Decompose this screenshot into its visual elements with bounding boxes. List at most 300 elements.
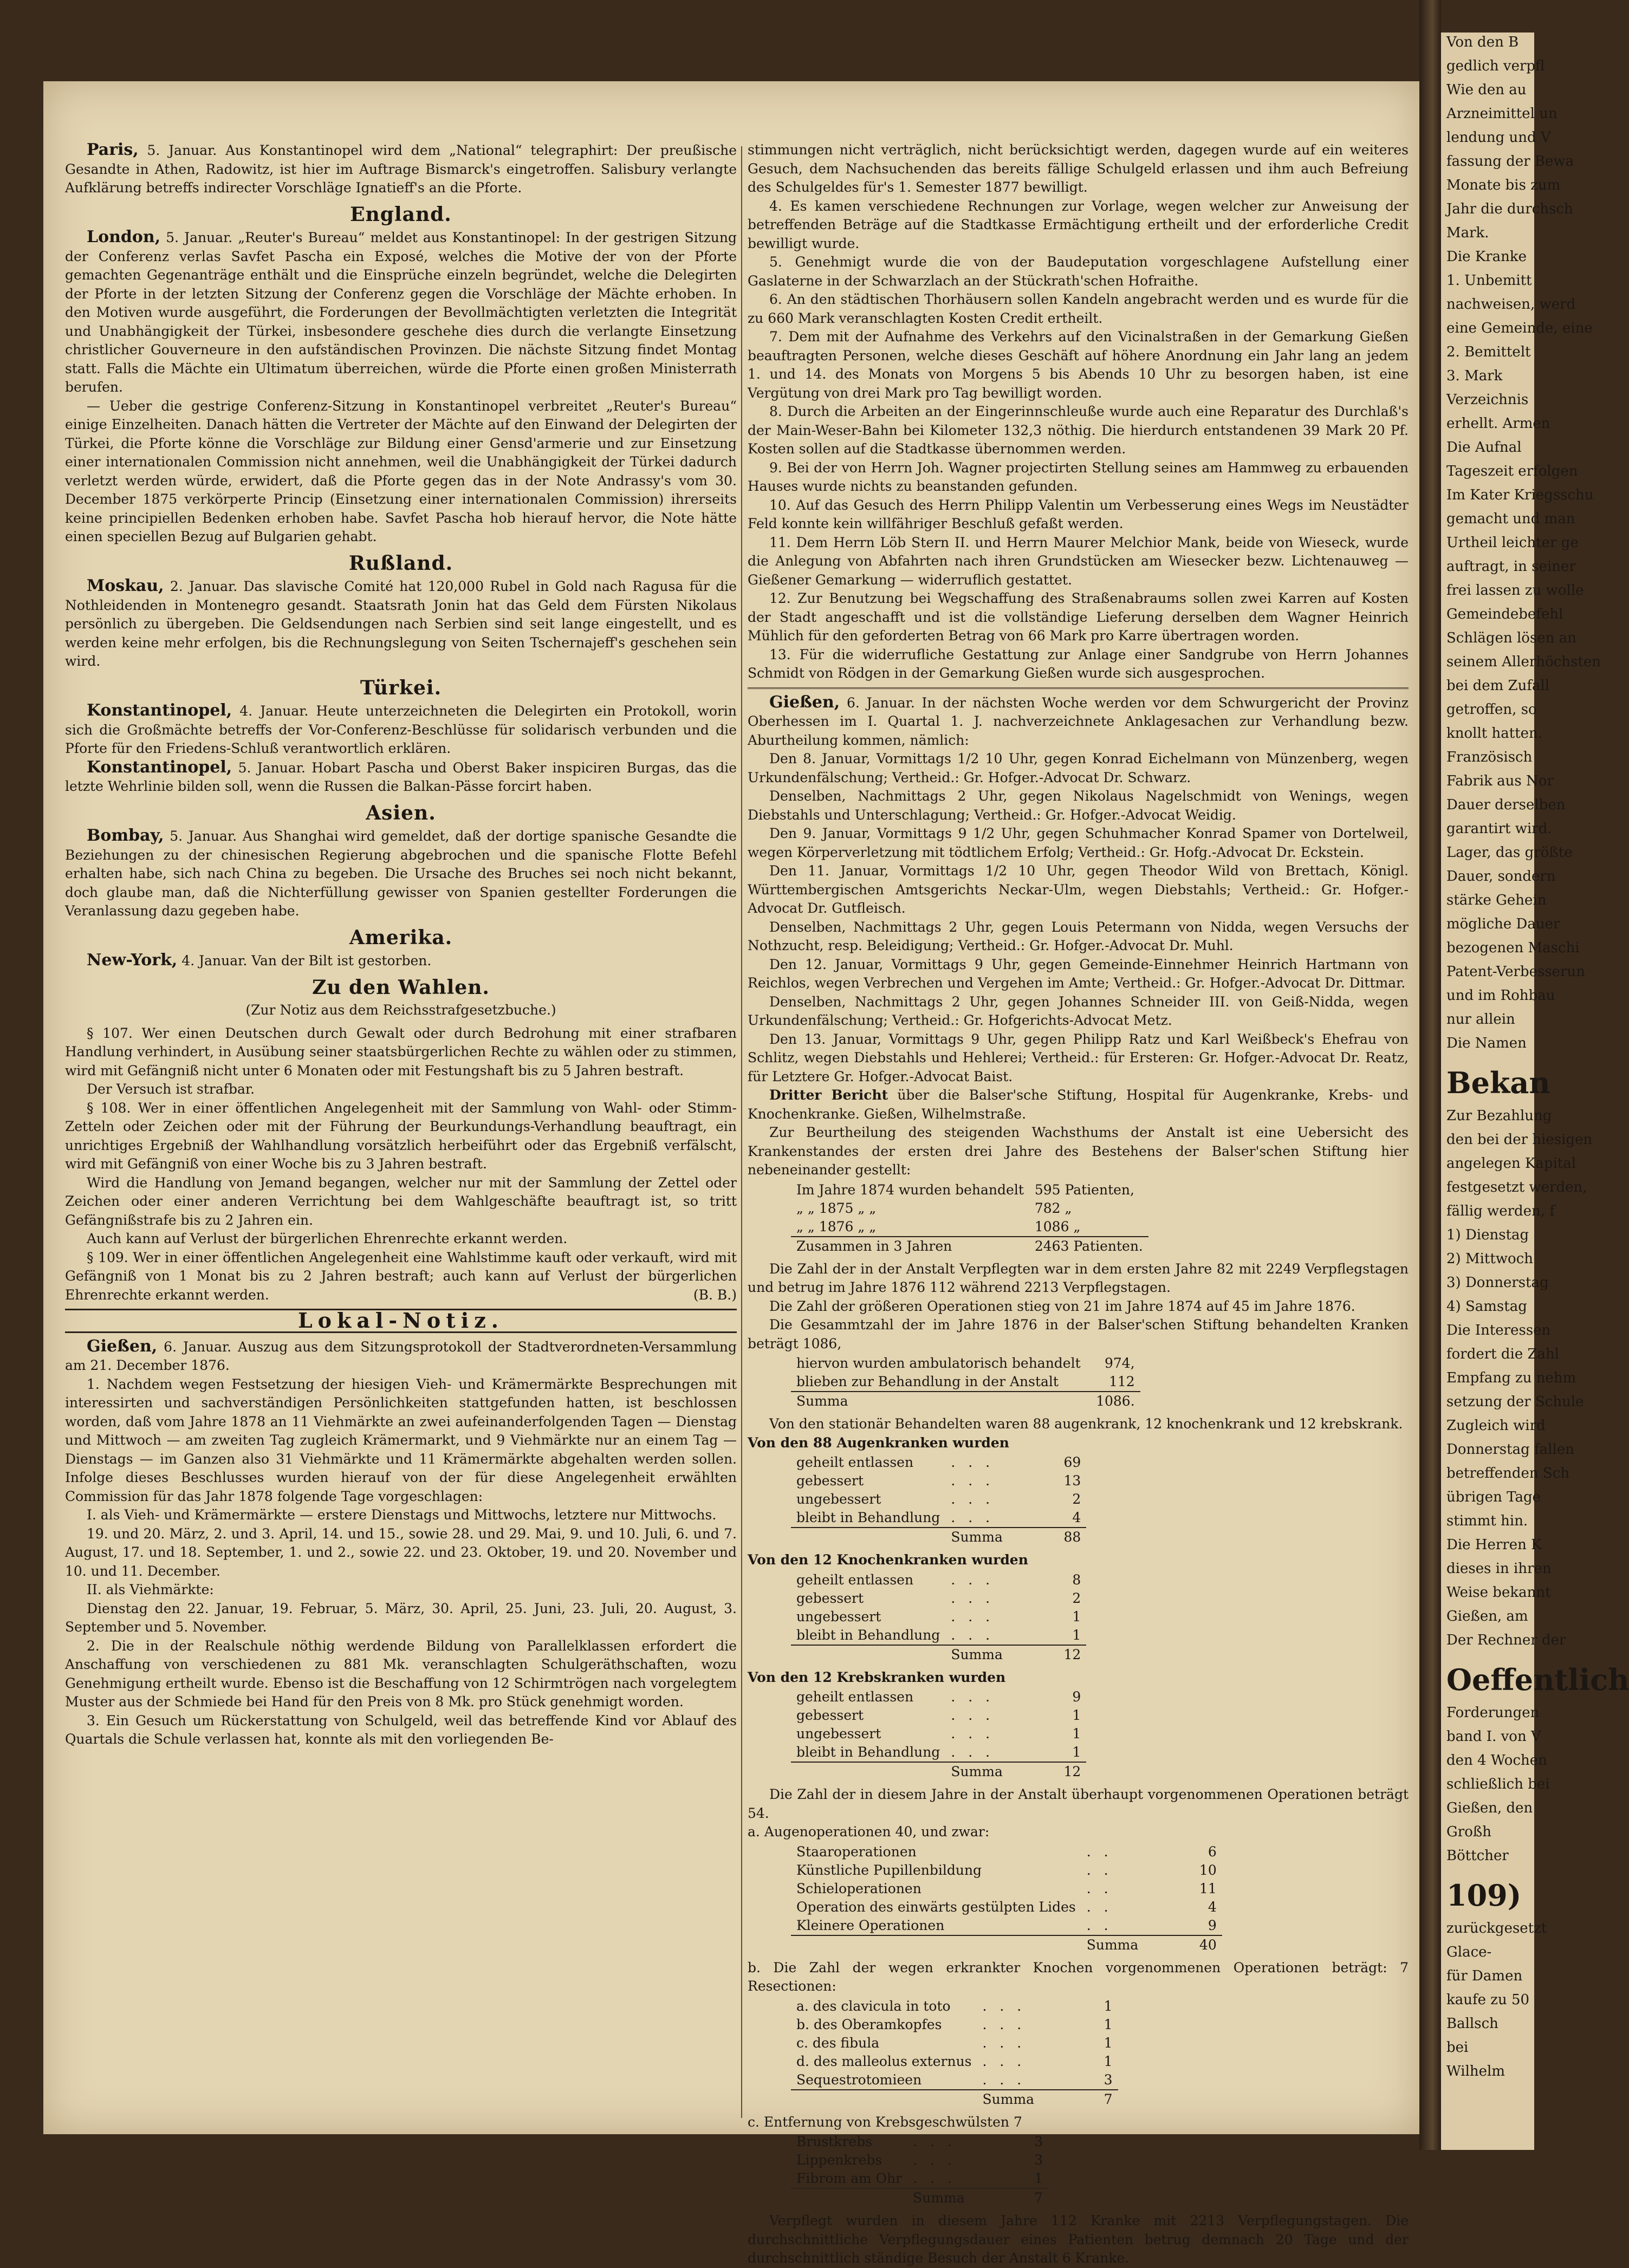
adjacent-page-line: 2) Mittwoch (1446, 1251, 1533, 1267)
lokal-item-1a: I. als Vieh- und Krämermärkte — erstere Dienstags und Mittwochs, letztere nur Mittwochs. (87, 1507, 717, 1523)
ops-row: Staaroperationen . . 6 (791, 1843, 1222, 1861)
ops-sum-row (791, 1935, 1222, 1954)
adjacent-page-line: dieses in ihren (1446, 1561, 1552, 1577)
lokal-heading: Lokal-Notiz. (65, 1309, 737, 1333)
ops-a-title: a. Augenoperationen 40, und zwar: (748, 1824, 990, 1840)
adjacent-page-line: den bei der hiesigen (1446, 1132, 1593, 1148)
adjacent-page-line: Arzneimittel un (1446, 106, 1557, 122)
years-label: „ „ 1876 „ „ (796, 1218, 877, 1234)
adjacent-page-line: nur allein (1446, 1011, 1515, 1028)
stationary-row (791, 1373, 1140, 1392)
wahlen-paragraph-109 (65, 1249, 737, 1305)
adjacent-page-line: frei lassen zu wolle (1446, 582, 1584, 599)
group-value: 1 (1072, 1726, 1081, 1741)
adjacent-page-line: Mark. (1446, 225, 1489, 241)
group-row: geheilt entlassen . . . 8 (791, 1571, 1086, 1589)
adjacent-oeff-lines (1441, 1703, 1550, 1866)
adjacent-page-line: knollt hatten. (1446, 725, 1543, 742)
lokal-intro (65, 1337, 737, 1375)
group-sum-row (791, 1645, 1086, 1664)
group-label: gebessert (796, 1473, 864, 1489)
wahlen-heading: Zu den Wahlen. (312, 976, 490, 999)
asien-text: 5. Januar. Aus Shanghai wird gemeldet, daß der dortige spanische Gesandte die Beziehungen zu der chinesischen Regierung abgebrochen und die spanische Flotte Befehl erhalten habe, sich nach China zu begeben. Die Ursache des Bruches sei noch nicht bekannt, doch glaube man, daß die Nichterfüllung gewisser von Spanien gestellter Forderungen die Veranlassung dazu gegeben habe. (65, 828, 737, 919)
court-case: Den 11. Januar, Vormittags 1/2 10 Uhr, gegen Theodor Wild von Brettach, Königl. Württembergischen Amtsgerichts Neckar-Ulm, wegen Diebstahls; Vertheid.: Gr. Hofger.-Advocat Dr. Gutfleisch. (748, 863, 1409, 916)
paris-article (65, 141, 737, 198)
adjacent-page-line: auftragt, in seiner (1446, 558, 1576, 575)
group-value: 2 (1072, 1590, 1081, 1606)
stationary-value: 112 (1108, 1374, 1135, 1389)
ops-label: Kleinere Operationen (796, 1917, 945, 1933)
lokal-item-11: 11. Dem Herrn Löb Stern II. und Herrn Maurer Melchior Mank, beide von Wieseck, wurde die Anlegung von Abfahrten nach ihren Grundstücken am Wiesecker bezw. Lichtenauweg — Gießener Gemarkung — widerruflich gestattet. (748, 534, 1409, 588)
lokal-item-7: 7. Dem mit der Aufnahme des Verkehrs auf den Vicinalstraßen in der Gemarkung Gießen beauftragten Personen, welche dieses Geschäft auf höhere Anordnung ein Jahr lang an jedem 1. und 14. des Monats von Morgens 5 bis Abends 10 Uhr zu besorgen haben, ist eine Vergütung von drei Mark pro Tag bewilligt worden. (748, 329, 1409, 401)
adjacent-page-line: Gießen, den (1446, 1800, 1533, 1816)
tuerkei-text-1: 4. Januar. Heute unterzeichneten die Delegirten ein Protokoll, worin sich die Großmächte betreffs der Vor-Conferenz-Beschlüsse für solidarisch verbunden und die Pforte für den Friedens-Schluß verantwortlich erklären. (65, 703, 737, 756)
group-cancer-table (791, 1688, 1086, 1781)
lokal-item-6: 6. An den städtischen Thorhäusern sollen Kandeln angebracht werden und es wurde für die zu 660 Mark veranschlagten Kosten Credit ertheilt. (748, 291, 1409, 326)
adjacent-page-line: bezogenen Maschi (1446, 940, 1580, 956)
group-label: bleibt in Behandlung (796, 1627, 940, 1643)
report-paragraph-3: Die Zahl der größeren Operationen stieg von 21 im Jahre 1874 auf 45 im Jahre 1876. (769, 1298, 1355, 1314)
wahlen-paragraph-108c: Auch kann auf Verlust der bürgerlichen Ehrenrechte erkannt werden. (87, 1231, 568, 1246)
england-article-2: — Ueber die gestrige Conferenz-Sitzung in Konstantinopel verbreitet „Reuter's Bureau“ einige Einzelheiten. Danach hätten die Vertreter der Mächte auf den Einwand der Delegirten der Türkei, die Pforte könne die Vorschläge zur Bildung einer Gensd'armerie und zur Einsetzung einer internationalen Commission nicht annehmen, weil die Unabhängigkeit der Türkei dadurch verletzt werden würde, erwidert, daß die Pforte gegen das in der Note Andrassy's vom 30. December 1875 verkörperte Princip (Einsetzung einer internationalen Commission) ihrerseits keine principiellen Bedenken erhoben habe. Savfet Pascha hob hierauf hervor, die Note hätte einen speciellen Bezug auf Bulgarien gehabt. (65, 398, 737, 544)
ops-sum-value: 7 (994, 2188, 1048, 2207)
adjacent-page-line: Weise bekannt (1446, 1584, 1551, 1601)
group-row: bleibt in Behandlung . . . 1 (791, 1626, 1086, 1645)
adjacent-page-line: Der Rechner der (1446, 1632, 1566, 1648)
giessen-dateline-2: Gießen, (769, 692, 840, 712)
group-value: 8 (1072, 1571, 1081, 1588)
adjacent-page-line: Wie den au (1446, 82, 1527, 98)
group-value: 1 (1072, 1707, 1081, 1723)
group-eye-table (791, 1453, 1086, 1546)
adjacent-page-line: Die Interessen (1446, 1322, 1551, 1338)
group-sum-row (791, 1762, 1086, 1781)
ops-row: c. des fibula . . . 1 (791, 2034, 1118, 2052)
group-value: 9 (1072, 1689, 1081, 1705)
lokal-item-10: 10. Auf das Gesuch des Herrn Philipp Valentin um Verbesserung eines Wegs im Neustädter Feld konnte kein willfähriger Beschluß gefaßt werden. (748, 497, 1409, 531)
wahlen-subheading: (Zur Notiz aus dem Reichsstrafgesetzbuche.) (245, 1002, 556, 1018)
group-sum-label: Summa (945, 1528, 1032, 1546)
adjacent-page-line: setzung der Schule (1446, 1394, 1584, 1410)
adjacent-page-line: 3) Donnerstag (1446, 1275, 1549, 1291)
lokal-item-8: 8. Durch die Arbeiten an der Eingerinnschleuße wurde auch eine Reparatur des Durchlaß's der Main-Weser-Bahn bei Kilometer 132,3 nöthig. Die hierdurch entstandenen 39 Mark 20 Pf. Kosten sollen auf die Stadtkasse übernommen werden. (748, 404, 1409, 457)
tuerkei-heading: Türkei. (360, 676, 442, 699)
england-heading: England. (350, 203, 452, 226)
adjacent-page-line: Schlägen lösen an (1446, 630, 1576, 646)
ambulatory-table (791, 1354, 1140, 1411)
adjacent-page-line: garantirt wird. (1446, 821, 1552, 837)
years-row (791, 1181, 1148, 1199)
adjacent-page-lines (1441, 33, 1601, 1053)
right-column (748, 141, 1409, 2266)
adjacent-page-line: bei dem Zufall (1446, 678, 1550, 694)
asien-article (65, 827, 737, 921)
london-dateline: London, (87, 228, 161, 246)
lokal-item-1: 1. Nachdem wegen Festsetzung der hiesigen Vieh- und Krämermärkte Besprechungen mit interessirten und sachverständigen Persönlichkeiten stattgefunden hatten, ist beschlossen worden, daß vom Jahre 1878 an 11 Viehmärkte an zwei aufeinanderfolgenden Tagen — Dienstag und Mittwoch — am zweiten Tag zugleich Krämermarkt, und 9 Viehmärkte nur an einem Tag — Dienstags — im Ganzen also 31 Viehmärkte und 11 Krämermärkte abgehalten werden sollen. Infolge dieses Beschlusses wurden hierauf von der für diese Angelegenheit erwählten Commission für das Jahr 1878 folgende Tage vorgeschlagen: (65, 1376, 737, 1504)
adjacent-page-line: den 4 Wochen (1446, 1752, 1547, 1769)
moskau-dateline: Moskau, (87, 576, 164, 595)
group-row: gebessert . . . 1 (791, 1706, 1086, 1725)
group-value: 4 (1072, 1510, 1081, 1525)
newyork-dateline: New-York, (87, 951, 178, 970)
group-sum-label: Summa (945, 1762, 1032, 1781)
ops-row: Operation des einwärts gestülpten Lides . . 4 (791, 1898, 1222, 1916)
adjacent-page-line: Empfang zu nehm (1446, 1370, 1576, 1386)
group-row: geheilt entlassen . . . 69 (791, 1453, 1086, 1472)
group-row: gebessert . . . 2 (791, 1589, 1086, 1608)
column-divider (741, 146, 742, 2118)
adjacent-page-line: Die Herren K (1446, 1537, 1542, 1553)
court-intro (748, 693, 1409, 750)
group-value: 2 (1072, 1491, 1081, 1507)
adjacent-page-line: 1) Dienstag (1446, 1227, 1529, 1243)
stationary-label: blieben zur Behandlung in der Anstalt (796, 1374, 1059, 1389)
adjacent-page-line: und im Rohbau (1446, 987, 1555, 1004)
ops-c-title: c. Entfernung von Krebsgeschwülsten 7 (748, 2114, 1022, 2130)
ops-sum-label: Summa (907, 2188, 994, 2207)
ops-value: 1 (1104, 1998, 1113, 2014)
lokal-item-4: 4. Es kamen verschiedene Rechnungen zur Vorlage, wegen welcher zur Anweisung der betreffenden Beträge auf die Stadtkasse Ermächtigung ertheilt und der erforderliche Credit bewilligt wurde. (748, 198, 1409, 251)
adjacent-page-line: übrigen Tage (1446, 1489, 1541, 1505)
paris-dateline: Paris, (87, 140, 139, 159)
group-value: 1 (1072, 1608, 1081, 1624)
wahlen-paragraph-108: § 108. Wer in einer öffentlichen Angelegenheit mit der Sammlung von Wahl- oder Stimm-Zetteln oder Zeichen oder mit der Führung der Beurkundungs-Verhandlung beauftragt, ein unrichtiges Ergebniß der Wahlhandlung vorsätzlich herbeiführt oder das Ergebniß verfälscht, wird mit Gefängniß von einer Woche bis zu 3 Jahren bestraft. (65, 1100, 737, 1172)
adjacent-page-line: fordert die Zahl (1446, 1346, 1560, 1362)
adjacent-page-line: 4) Samstag (1446, 1298, 1527, 1315)
group-label: gebessert (796, 1707, 864, 1723)
russland-text: 2. Januar. Das slavische Comité hat 120,000 Rubel in Gold nach Ragusa für die Nothleidenden in Montenegro gesandt. Staatsrath Jonin hat das Geld dem Fürsten Nikolaus persönlich zu übergeben. Die Geldsendungen nach Serbien sind seit lange eingestellt, und es werden keine mehr erfolgen, bis die Rechnungslegung von Seiten Tschernajeff's geschehen sein wird. (65, 579, 737, 669)
ops-sum-row (791, 2090, 1118, 2109)
years-label: Im Jahre 1874 wurden behandelt (796, 1181, 1024, 1198)
ops-value: 1 (1104, 2016, 1113, 2032)
group-row: gebessert . . . 13 (791, 1472, 1086, 1490)
adjacent-page-line: Fabrik aus Nor (1446, 773, 1554, 789)
adjacent-page-line: Glace- (1446, 1944, 1492, 1960)
ops-row: Lippenkrebs . . . 3 (791, 2151, 1048, 2169)
group-bone-table (791, 1571, 1086, 1664)
report-paragraph-6: Die Zahl der in diesem Jahre in der Anstalt überhaupt vorgenommenen Operationen beträgt 54. (748, 1786, 1409, 1821)
adjacent-page-line: Tageszeit erfolgen (1446, 463, 1578, 479)
wahlen-text-109: § 109. Wer in einer öffentlichen Angelegenheit eine Wahlstimme kauft oder verkauft, wird mit Gefängniß von 1 Monat bis zu 2 Jahren bestraft; auch kann auf Verlust der bürgerlichen Ehrenrechte erkannt werden. (65, 1249, 737, 1303)
group-value: 1 (1072, 1627, 1081, 1643)
paris-text: 5. Januar. Aus Konstantinopel wird dem „National“ telegraphirt: Der preußische Gesandte in Athen, Radowitz, ist hier im Auftrage Bismarck's eingetroffen. Salisbury verlangte Aufklärung betreffs indirecter Vorschläge Ignatieff's an die Pforte. (65, 142, 737, 196)
group-value: 1 (1072, 1744, 1081, 1760)
group-label: gebessert (796, 1590, 864, 1606)
adjacent-page-line: Die Aufnal (1446, 439, 1522, 456)
tuerkei-text-2: 5. Januar. Hobart Pascha und Oberst Baker inspiciren Burgas, das die letzte Wehrlinie bilden soll, wenn die Russen die Balkan-Pässe forcirt haben. (65, 759, 737, 794)
ops-b-table (791, 1997, 1118, 2109)
court-case: Denselben, Nachmittags 2 Uhr, gegen Johannes Schneider III. von Geiß-Nidda, wegen Urkundenfälschung; Vertheid.: Gr. Hofgerichts-Advocat Metz. (748, 993, 1409, 1028)
ops-value: 10 (1199, 1862, 1217, 1878)
adjacent-page-line: 3. Mark (1446, 368, 1503, 384)
group-label: geheilt entlassen (796, 1571, 914, 1588)
adjacent-page-line: Französisch (1446, 749, 1533, 765)
section-rule (748, 687, 1409, 689)
ops-value: 9 (1208, 1917, 1217, 1933)
group-label: bleibt in Behandlung (796, 1510, 940, 1525)
ops-label: Fibrom am Ohr (796, 2170, 903, 2186)
adjacent-page-line: gemacht und man (1446, 511, 1575, 527)
group-row: ungebessert . . . 2 (791, 1490, 1086, 1509)
adjacent-page-line: kaufe zu 50 (1446, 1992, 1530, 2008)
adjacent-page-line: eine Gemeinde, eine (1446, 320, 1593, 336)
ambulatory-label: hiervon wurden ambulatorisch behandelt (796, 1355, 1081, 1371)
amerika-heading: Amerika. (349, 926, 453, 949)
court-case: Denselben, Nachmittags 2 Uhr, gegen Nikolaus Nagelschmidt von Wenings, wegen Diebstahls und Unterschlagung; Vertheid.: Gr. Hofger.-Advocat Weidig. (748, 788, 1409, 823)
group-label: geheilt entlassen (796, 1454, 914, 1470)
adjacent-page-line: Zugleich wird (1446, 1418, 1546, 1434)
newspaper-page (43, 81, 1419, 2266)
years-row (791, 1199, 1148, 1218)
konstantinopel-dateline-1: Konstantinopel, (87, 701, 232, 720)
russland-heading: Rußland. (348, 551, 453, 575)
lokal-item-3: 3. Ein Gesuch um Rückerstattung von Schulgeld, weil das betreffende Kind vor Ablauf des Quartals die Schule verlassen hat, konnte als mit den vorliegenden Be- (65, 1712, 737, 1747)
court-intro-text: 6. Januar. In der nächsten Woche werden vor dem Schwurgericht der Provinz Oberhessen im I. Quartal 1. J. nachverzeichnete Anklagesachen zur Verhandlung bezw. Aburtheilung kommen, nämlich: (748, 694, 1409, 748)
years-total-label: Zusammen in 3 Jahren (791, 1237, 1029, 1256)
group-sum-value: 88 (1032, 1528, 1086, 1546)
giessen-dateline-1: Gießen, (87, 1336, 158, 1356)
ops-row: Sequestrotomieen . . . 3 (791, 2071, 1118, 2090)
adjacent-page-line: Gießen, am (1446, 1608, 1528, 1624)
ops-row: Fibrom am Ohr . . . 1 (791, 2169, 1048, 2188)
report-paragraph-7: Verpflegt wurden in diesem Jahre 112 Kranke mit 2213 Verpflegungstagen. Die durchschnittliche Verpflegungsdauer eines Patienten betrug demnach 20 Tage und der durchschnittlich ständige Besuch der Anstalt 6 Kranke. (748, 2213, 1409, 2266)
ops-value: 3 (1104, 2071, 1113, 2088)
adjacent-page-line: getroffen, so (1446, 701, 1537, 718)
adjacent-page-line: mögliche Dauer (1446, 916, 1560, 932)
group-sum-label: Summa (945, 1645, 1032, 1664)
adjacent-page-line: für Damen (1446, 1968, 1523, 1984)
group-label: bleibt in Behandlung (796, 1744, 940, 1760)
court-case: Denselben, Nachmittags 2 Uhr, gegen Louis Petermann von Nidda, wegen Versuchs der Nothzucht, resp. Beleidigung; Vertheid.: Gr. Hofger.-Advocat Dr. Muhl. (748, 919, 1409, 953)
ops-value: 3 (1034, 2134, 1043, 2149)
group-cancer-title: Von den 12 Krebskranken wurden (748, 1669, 1006, 1685)
adjacent-page-line: stimmt hin. (1446, 1513, 1528, 1529)
lokal-item-2: 2. Die in der Realschule nöthig werdende Bildung von Parallelklassen erfordert die Anschaffung von verschiedenen zu 881 Mk. veranschlagten Schulgeräthschaften, wozu Genehmigung ertheilt wurde. Ebenso ist die Beschaffung von 12 Schirmtrögen nach vorgelegtem Muster aus der Schmiede bei Hand für den Preis von 8 Mk. pro Stück genehmigt worden. (65, 1637, 737, 1710)
ops-value: 6 (1208, 1843, 1217, 1860)
bombay-dateline: Bombay, (87, 826, 164, 845)
group-row: ungebessert . . . 1 (791, 1608, 1086, 1626)
ops-label: Brustkrebs (796, 2134, 873, 2149)
years-value: 782 „ (1034, 1200, 1072, 1216)
lokal-continuation: stimmungen nicht verträglich, nicht berücksichtigt werden, dagegen wurde auf ein weiteres Gesuch, dem Nachsuchenden das bereits fällige Schulgeld erlassen und ihm auch Befreiung des Schulgeldes für's 1. Semester 1877 bewilligt. (748, 142, 1409, 195)
asien-heading: Asien. (366, 801, 436, 824)
adjacent-page-line: festgesetzt werden, (1446, 1179, 1587, 1195)
adjacent-page-line: zurückgesetzt (1446, 1920, 1547, 1936)
adjacent-page-line: Lager, das größte (1446, 844, 1573, 861)
years-value: 1086 „ (1034, 1218, 1081, 1234)
adjacent-page-edge (1441, 33, 1629, 2150)
ambulatory-sum-value: 1086. (1086, 1392, 1140, 1411)
adjacent-oeff-heading: Oeffentlich (1446, 1662, 1629, 1697)
adjacent-page-line: Dauer, sondern (1446, 868, 1556, 885)
ops-label: c. des fibula (796, 2035, 880, 2051)
adjacent-page-line: betreffenden Sch (1446, 1465, 1570, 1481)
group-sum-value: 12 (1032, 1762, 1086, 1781)
report-paragraph-1: Zur Beurtheilung des steigenden Wachsthums der Anstalt ist eine Uebersicht des Krankenstandes der ersten drei Jahre des Bestehens der Balser'schen Stiftung hier nebeneinander gestellt: (748, 1125, 1409, 1178)
group-row: bleibt in Behandlung . . . 1 (791, 1743, 1086, 1762)
group-value: 69 (1063, 1454, 1081, 1470)
adjacent-page-line: Wilhelm (1446, 2063, 1505, 2079)
report-title: Dritter Bericht (769, 1087, 888, 1103)
adjacent-page-line: Forderungen (1446, 1705, 1540, 1721)
adjacent-page-line: nachweisen, werd (1446, 296, 1576, 313)
adjacent-page-line: Patent-Verbesserun (1446, 964, 1585, 980)
adjacent-page-line: Urtheil leichter ge (1446, 535, 1579, 551)
report-intro-text: über die Balser'sche Stiftung, Hospital für Augenkranke, Krebs- und Knochenkranke. Gießen, Wilhelmstraße. (748, 1087, 1409, 1122)
adjacent-page-line: Böttcher (1446, 1848, 1509, 1864)
adjacent-page-line: Im Kater Kriegsschu (1446, 487, 1594, 503)
adjacent-page-line: fällig werden, f (1446, 1203, 1555, 1219)
ops-row: Schieloperationen . . 11 (791, 1880, 1222, 1898)
group-row: geheilt entlassen . . . 9 (791, 1688, 1086, 1706)
lokal-item-12: 12. Zur Benutzung bei Wegschaffung des Straßenabraums sollen zwei Karren auf Kosten der Stadt angeschafft und ist die vollständige Lieferung derselben dem Wagner Heinrich Mühlich für den geforderten Betrag von 66 Mark pro Karre übertragen worden. (748, 590, 1409, 644)
wahlen-paragraph-108b: Wird die Handlung von Jemand begangen, welcher nur mit der Sammlung der Zettel oder Zeichen oder einer anderen Verrichtung bei dem Wahlgeschäfte beauftragt ist, so tritt Gefängnißstrafe bis zu 2 Jahren ein. (65, 1174, 737, 1228)
ops-label: Schieloperationen (796, 1880, 921, 1896)
group-row: bleibt in Behandlung . . . 4 (791, 1509, 1086, 1528)
group-bone-title: Von den 12 Knochenkranken wurden (748, 1552, 1028, 1568)
lokal-item-1c: II. als Viehmärkte: (87, 1582, 214, 1597)
konstantinopel-dateline-2: Konstantinopel, (87, 757, 232, 777)
adjacent-page-line: Ballsch (1446, 2016, 1498, 2032)
ambulatory-sum-label: Summa (791, 1392, 1086, 1411)
report-paragraph-2: Die Zahl der in der Anstalt Verpflegten war in dem ersten Jahre 82 mit 2249 Verpflegstagen und betrug im Jahre 1876 112 während 2213 Verpflegstagen. (748, 1260, 1409, 1295)
ops-c-table (791, 2133, 1048, 2207)
lokal-intro-text: 6. Januar. Auszug aus dem Sitzungsprotokoll der Stadtverordneten-Versammlung am 21. December 1876. (65, 1338, 737, 1373)
wahlen-paragraph-versuch: Der Versuch ist strafbar. (87, 1081, 255, 1097)
group-row: ungebessert . . . 1 (791, 1725, 1086, 1743)
lokal-item-5: 5. Genehmigt wurde die von der Baudeputation vorgeschlagene Aufstellung einer Gaslaterne in der Schwarzlach an der Stückrath'schen Hofraithe. (748, 254, 1409, 289)
ops-value: 4 (1208, 1899, 1217, 1915)
ops-label: b. des Oberamkopfes (796, 2016, 942, 2032)
adjacent-bekan-heading: Bekan (1446, 1065, 1550, 1100)
adjacent-ad-number: 109) (1446, 1878, 1522, 1913)
adjacent-page-line: Die Kranke (1446, 249, 1527, 265)
adjacent-page-line: stärke Gehein (1446, 892, 1547, 908)
ops-row: a. des clavicula in toto . . . 1 (791, 1997, 1118, 2016)
lokal-item-1d: Dienstag den 22. Januar, 19. Februar, 5. März, 30. April, 25. Juni, 23. Juli, 20. August, 3. September und 5. November. (65, 1600, 737, 1635)
ops-label: Operation des einwärts gestülpten Lides (796, 1899, 1076, 1915)
ops-row: Kleinere Operationen . . 9 (791, 1916, 1222, 1935)
ops-sum-row (791, 2188, 1048, 2207)
adjacent-page-line: Gemeindebefehl (1446, 606, 1563, 622)
adjacent-page-line: Monate bis zum (1446, 177, 1561, 193)
adjacent-ad-lines (1441, 1919, 1547, 2081)
years-total-row (791, 1237, 1148, 1256)
ops-a-table (791, 1843, 1222, 1954)
russland-article (65, 577, 737, 671)
group-sum-row (791, 1528, 1086, 1546)
adjacent-page-line: erhellt. Armen (1446, 415, 1550, 432)
ops-value: 1 (1104, 2035, 1113, 2051)
adjacent-page-line: Verzeichnis (1446, 392, 1529, 408)
group-label: ungebessert (796, 1608, 881, 1624)
ops-value: 3 (1034, 2152, 1043, 2168)
group-label: ungebessert (796, 1726, 881, 1741)
tuerkei-article-1 (65, 701, 737, 758)
adjacent-page-line: 2. Bemittelt (1446, 344, 1531, 360)
lokal-item-13: 13. Für die widerrufliche Gestattung zur Anlage einer Sandgrube von Herrn Johannes Schmidt von Rödgen in der Gemarkung Gießen wurde sich ausgesprochen. (748, 646, 1409, 681)
group-value: 13 (1063, 1473, 1081, 1489)
england-article-1 (65, 228, 737, 397)
ops-row: Brustkrebs . . . 3 (791, 2133, 1048, 2151)
years-table (791, 1181, 1148, 1256)
ops-row: b. des Oberamkopfes . . . 1 (791, 2016, 1118, 2034)
adjacent-page-line: Die Namen (1446, 1035, 1527, 1051)
group-sum-value: 12 (1032, 1645, 1086, 1664)
adjacent-page-line: Großh (1446, 1824, 1491, 1840)
report-paragraph-4: Die Gesammtzahl der im Jahre 1876 in der Balser'schen Stiftung behandelten Kranken beträgt 1086, (748, 1317, 1409, 1351)
ops-value: 1 (1034, 2170, 1043, 2186)
england-text-1: 5. Januar. „Reuter's Bureau“ meldet aus Konstantinopel: In der gestrigen Sitzung der Conferenz verlas Savfet Pascha ein Exposé, welches die Motive der von der Pforte gemachten Gegenanträge enthält und die Einsprüche einzeln begründet, welche die Delegirten der Pforte in der letzten Sitzung der Conferenz gegen die Vorschläge der Mächte erhoben. In den Motiven wurde ausgeführt, die Forderungen der Bevollmächtigten verletzten die Integrität und Unabhängigkeit der Türkei, insbesondere geschehe dies durch die verlangte Einsetzung christlicher Gouverneure in den aufständischen Provinzen. Die nächste Sitzung findet Montag statt. Falls die Mächte ein Ultimatum überreichen, würde die Pforte einen großen Ministerrath berufen. (65, 230, 737, 395)
adjacent-page-line: gedlich verpfl (1446, 58, 1545, 74)
years-value: 595 Patienten, (1034, 1181, 1134, 1198)
adjacent-page-line: Jahr die durchsch (1446, 201, 1573, 217)
report-paragraph-5: Von den stationär Behandelten waren 88 augenkrank, 12 knochenkrank und 12 krebskrank. (769, 1416, 1403, 1432)
court-case: Den 12. Januar, Vormittags 9 Uhr, gegen Gemeinde-Einnehmer Heinrich Hartmann von Reichlos, wegen Verbrechen und Vergehen im Amte; Vertheid.: Gr. Hofger.-Advocat Dr. Dittmar. (748, 956, 1409, 991)
amerika-text: 4. Januar. Van der Bilt ist gestorben. (181, 953, 432, 969)
ops-sum-value: 7 (1064, 2090, 1118, 2109)
tuerkei-article-2 (65, 758, 737, 796)
ops-label: a. des clavicula in toto (796, 1998, 951, 2014)
ops-value: 1 (1104, 2053, 1113, 2069)
ops-row: Künstliche Pupillenbildung . . 10 (791, 1861, 1222, 1880)
adjacent-page-line: angelegen Kapital (1446, 1155, 1576, 1172)
report-intro (748, 1086, 1409, 1123)
ambulatory-row (791, 1354, 1140, 1373)
adjacent-page-line: schließlich bei (1446, 1776, 1550, 1792)
adjacent-page-line: band I. von V (1446, 1728, 1541, 1745)
ops-sum-label: Summa (1081, 1935, 1168, 1954)
years-label: „ „ 1875 „ „ (796, 1200, 877, 1216)
ops-b-title: b. Die Zahl der wegen erkrankter Knochen vorgenommenen Operationen beträgt: 7 Resectionen: (748, 1959, 1409, 1994)
left-column (65, 141, 737, 2123)
ops-label: Lippenkrebs (796, 2152, 882, 2168)
ops-label: Staaroperationen (796, 1843, 917, 1860)
group-label: ungebessert (796, 1491, 881, 1507)
group-eye-title: Von den 88 Augenkranken wurden (748, 1434, 1009, 1451)
wahlen-paragraph-107: § 107. Wer einen Deutschen durch Gewalt oder durch Bedrohung mit einer strafbaren Handlung verhindert, in Ausübung seiner staatsbürgerlichen Rechte zu wählen oder zu stimmen, wird mit Gefängniß nicht unter 6 Monaten oder mit Festungshaft bis zu 5 Jahren bestraft. (65, 1025, 737, 1078)
adjacent-page-line: Dauer derselben (1446, 797, 1566, 813)
adjacent-page-line: Zur Bezahlung (1446, 1108, 1552, 1124)
book-spine (1419, 0, 1441, 2150)
ambulatory-value: 974, (1104, 1355, 1135, 1371)
court-case: Den 13. Januar, Vormittags 9 Uhr, gegen Philipp Ratz und Karl Weißbeck's Ehefrau von Schlitz, wegen Diebstahls und Hehlerei; Vertheid.: für Ersteren: Gr. Hofger.-Advocat Dr. Reatz, für Letztere Gr. Hofger.-Advocat Baist. (748, 1031, 1409, 1084)
lokal-item-1b: 19. und 20. März, 2. und 3. April, 14. und 15., sowie 28. und 29. Mai, 9. und 10. Juli, 6. und 7. August, 17. und 18. September, 1. und 2., sowie 22. und 23. Oktober, 19. und 20. November und 10. und 11. December. (65, 1525, 737, 1579)
adjacent-page-line: seinem Allerhöchsten (1446, 654, 1601, 670)
ops-label: d. des malleolus externus (796, 2053, 972, 2069)
years-row (791, 1218, 1148, 1237)
lokal-item-9: 9. Bei der von Herrn Joh. Wagner projectirten Stellung seines am Hammweg zu erbauenden Hauses wurde nichts zu beanstanden gefunden. (748, 459, 1409, 494)
ambulatory-sum-row (791, 1392, 1140, 1411)
ops-row: d. des malleolus externus . . . 1 (791, 2052, 1118, 2071)
adjacent-page-line: bei (1446, 2039, 1469, 2056)
ops-label: Künstliche Pupillenbildung (796, 1862, 982, 1878)
ops-sum-label: Summa (977, 2090, 1064, 2109)
ops-value: 11 (1199, 1880, 1217, 1896)
adjacent-page-line: fassung der Bewa (1446, 153, 1574, 170)
wahlen-signature: (B. B.) (693, 1286, 737, 1303)
ops-label: Sequestrotomieen (796, 2071, 922, 2088)
ops-sum-value: 40 (1168, 1935, 1222, 1954)
years-total-value: 2463 Patienten. (1029, 1237, 1148, 1256)
adjacent-page-line: Donnerstag fallen (1446, 1441, 1574, 1458)
adjacent-page-line: Von den B (1446, 34, 1519, 50)
adjacent-page-line: lendung und V (1446, 129, 1551, 146)
amerika-article (65, 951, 737, 971)
court-case: Den 9. Januar, Vormittags 9 1/2 Uhr, gegen Schuhmacher Konrad Spamer von Dortelweil, wegen Körperverletzung mit tödtlichem Erfolg; Vertheid.: Gr. Hofg.-Advocat Dr. Eckstein. (748, 826, 1409, 860)
group-label: geheilt entlassen (796, 1689, 914, 1705)
court-case: Den 8. Januar, Vormittags 1/2 10 Uhr, gegen Konrad Eichelmann von Münzenberg, wegen Urkundenfälschung; Vertheid.: Gr. Hofger.-Advocat Dr. Schwarz. (748, 751, 1409, 785)
